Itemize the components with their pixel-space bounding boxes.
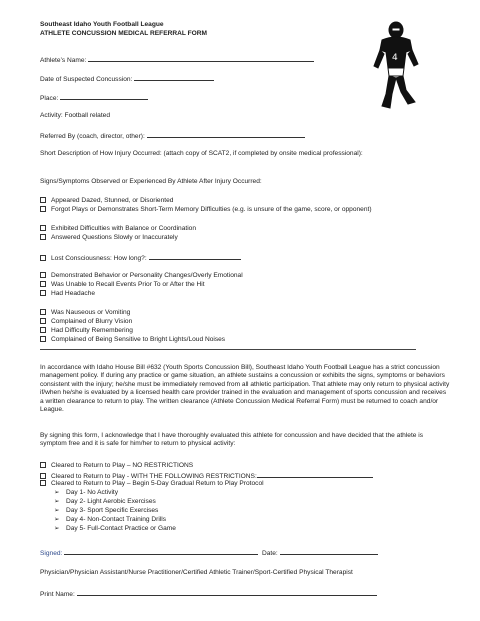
protocol-day-2 [54,498,156,506]
league-name: Southeast Idaho Youth Football League [40,21,164,28]
place-line[interactable] [60,93,148,100]
clearance-checkbox-gradual-return[interactable] [40,480,264,488]
athlete-name-field[interactable] [40,55,314,65]
symptom-label: Appeared Dazed, Stunned, or Disoriented [51,197,174,204]
symptom-checkbox-light-sensitive[interactable] [40,336,225,344]
symptom-label: Forgot Plays or Demonstrates Short-Term Memory Difficulties (e.g. is unsure of the game, score, or opponent) [51,206,372,213]
checkbox[interactable] [40,272,46,278]
symptom-label: Complained of Being Sensitive to Bright Lights/Loud Noises [51,336,226,343]
symptom-checkbox-nauseous[interactable] [40,309,130,317]
checkbox[interactable] [40,206,46,212]
svg-text:4: 4 [392,53,398,63]
arrow-bullet-icon: ➢ [54,498,60,505]
athlete-name-line[interactable] [88,55,314,62]
symptom-label: Lost Consciousness: How long?: [51,255,147,262]
day-label: Day 3- Sport Specific Exercises [66,507,159,514]
protocol-day-1 [54,489,118,497]
checkbox[interactable] [40,327,46,333]
how-long-line[interactable] [149,253,241,260]
symptom-label: Was Unable to Recall Events Prior To or After the Hit [51,281,205,288]
checkbox[interactable] [40,473,46,479]
clearance-label: Cleared to Return to Play – NO RESTRICTIONS [51,462,194,469]
symptom-label: Answered Questions Slowly or Inaccurately [51,234,178,241]
policy-paragraph: In accordance with Idaho House Bill #632 (Youth Sports Concussion Bill), Southeast Idaho Youth Football League has a strict concussion management policy. If during any practice or game situation, an athlete sustains a concussion or exhibits the signs, symptoms or behaviors consistent with the injury; he/she must be immediately removed from all athletic participation. That athlete may only return to physical activity if/when he/she is evaluated by a licensed health care provider trained in the evaluation and management of sports concussion and receives a written clearance to return to play. The written clearance (Athlete Concussion Medical Referral Form) must be returned to coach and/or League. [40,364,450,414]
day-label: Day 5- Full-Contact Practice or Game [66,525,176,532]
clearance-checkbox-no-restrictions[interactable] [40,462,193,470]
print-name-label: Print Name: [40,591,75,598]
section-divider [40,349,416,350]
print-name-field[interactable] [40,589,377,599]
referred-by-field[interactable] [40,131,305,141]
attestation-paragraph: By signing this form, I acknowledge that I have thoroughly evaluated this athlete for concussion and have decided that the athlete is symptom free and it is safe for him/her to return to physical activity: [40,432,424,448]
symptom-label: Was Nauseous or Vomiting [51,309,131,316]
arrow-bullet-icon: ➢ [54,516,60,523]
date-label: Date: [262,550,278,557]
protocol-day-4 [54,516,166,524]
symptom-checkbox-balance[interactable] [40,225,196,233]
protocol-day-5 [54,525,176,533]
checkbox[interactable] [40,255,46,261]
checkbox[interactable] [40,336,46,342]
date-of-concussion-line[interactable] [134,74,214,81]
clearance-label: Cleared to Return to Play – Begin 5-Day Gradual Return to Play Protocol [51,480,264,487]
day-label: Day 2- Light Aerobic Exercises [66,498,156,505]
athlete-name-label: Athlete’s Name: [40,57,87,64]
symptom-label: Had Headache [51,290,95,297]
football-player-icon [368,20,424,112]
signs-heading: Signs/Symptoms Observed or Experienced By Athlete After Injury Occurred: [40,178,262,185]
checkbox[interactable] [40,234,46,240]
signed-label: Signed: [40,550,63,557]
checkbox[interactable] [40,480,46,486]
activity-label: Activity: Football related [40,112,110,119]
date-field[interactable] [262,548,378,558]
credentials-line: Physician/Physician Assistant/Nurse Practitioner/Certified Athletic Trainer/Sport-Certified Physical Therapist [40,569,353,576]
arrow-bullet-icon: ➢ [54,525,60,532]
date-line[interactable] [280,548,378,555]
restrictions-line[interactable] [257,471,373,478]
symptom-checkbox-answered-slowly[interactable] [40,234,178,242]
referred-by-label: Referred By (coach, director, other): [40,133,145,140]
signed-field[interactable] [40,548,258,558]
arrow-bullet-icon: ➢ [54,507,60,514]
checkbox[interactable] [40,281,46,287]
symptom-checkbox-dazed[interactable] [40,197,173,205]
place-label: Place: [40,95,59,102]
date-of-concussion-label: Date of Suspected Concussion: [40,76,133,83]
checkbox[interactable] [40,309,46,315]
symptom-checkbox-remembering[interactable] [40,327,133,335]
symptom-checkbox-forgot-plays[interactable] [40,206,372,214]
date-of-concussion-field[interactable] [40,74,214,84]
symptom-label: Exhibited Difficulties with Balance or Coordination [51,225,197,232]
checkbox[interactable] [40,462,46,468]
day-label: Day 1- No Activity [66,489,119,496]
protocol-day-3 [54,507,158,515]
referred-by-line[interactable] [147,131,305,138]
symptom-checkbox-headache[interactable] [40,290,95,298]
symptom-checkbox-blurry-vision[interactable] [40,318,132,326]
clearance-label: Cleared to Return to Play - WITH THE FOLLOWING RESTRICTIONS: [51,473,257,480]
symptom-label: Complained of Blurry Vision [51,318,133,325]
day-label: Day 4- Non-Contact Training Drills [66,516,167,523]
checkbox[interactable] [40,290,46,296]
symptom-label: Had Difficulty Remembering [51,327,133,334]
arrow-bullet-icon: ➢ [54,489,60,496]
checkbox[interactable] [40,318,46,324]
symptom-label: Demonstrated Behavior or Personality Changes/Overly Emotional [51,272,243,279]
short-description-label: Short Description of How Injury Occurred: (attach copy of SCAT2, if completed by onsite medical professional): [40,150,363,157]
form-title: ATHLETE CONCUSSION MEDICAL REFERRAL FORM [40,30,208,37]
checkbox[interactable] [40,197,46,203]
signature-line[interactable] [64,548,258,555]
symptom-checkbox-recall[interactable] [40,281,205,289]
symptom-checkbox-behavior[interactable] [40,272,243,280]
print-name-line[interactable] [77,589,377,596]
checkbox[interactable] [40,225,46,231]
place-field[interactable] [40,93,148,103]
symptom-checkbox-lost-consciousness[interactable] [40,253,241,263]
